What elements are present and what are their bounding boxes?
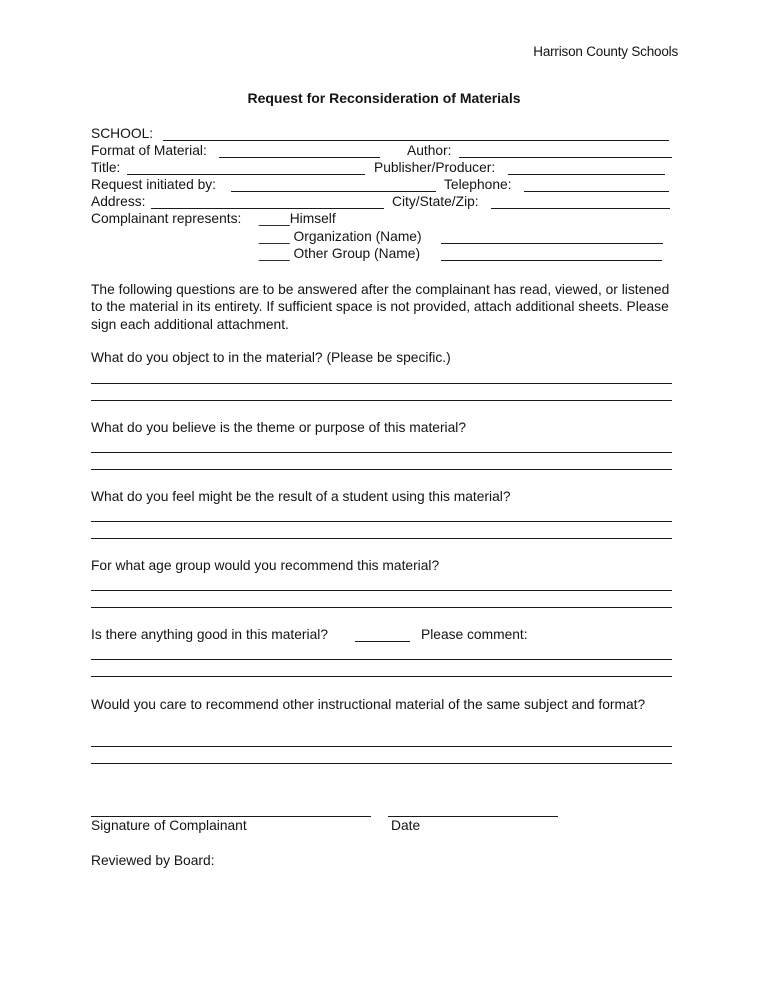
organization-option[interactable]: ____ Organization (Name) <box>259 229 422 244</box>
city-state-zip-field-line[interactable] <box>491 208 670 209</box>
author-field-line[interactable] <box>459 157 672 158</box>
answer-line[interactable] <box>91 383 672 384</box>
answer-line[interactable] <box>91 452 672 453</box>
date-label: Date <box>391 818 421 833</box>
question-result: What do you feel might be the result of a student using this material? <box>91 489 511 504</box>
answer-line[interactable] <box>91 538 672 539</box>
instructions-paragraph: The following questions are to be answered after the complainant has read, viewed, or listened to the material in its entirety. If sufficient space is not provided, attach additional sheets. Please sign each additional attachment. <box>91 282 670 332</box>
title-label: Title: <box>91 160 121 175</box>
city-state-zip-label: City/State/Zip: <box>392 194 479 209</box>
title-field-line[interactable] <box>127 174 365 175</box>
header-organization: Harrison County Schools <box>533 44 678 59</box>
organization-name-line[interactable] <box>441 243 663 244</box>
school-label: SCHOOL: <box>91 126 154 141</box>
please-comment-label: Please comment: <box>421 627 528 642</box>
question-age-group: For what age group would you recommend this material? <box>91 558 440 573</box>
answer-line[interactable] <box>91 400 672 401</box>
answer-line[interactable] <box>91 659 672 660</box>
reviewed-by-board-label: Reviewed by Board: <box>91 853 215 868</box>
date-line[interactable] <box>388 816 558 817</box>
question-recommend-other: Would you care to recommend other instructional material of the same subject and format? <box>91 697 646 712</box>
request-initiated-label: Request initiated by: <box>91 177 217 192</box>
telephone-label: Telephone: <box>444 177 512 192</box>
answer-line[interactable] <box>91 676 672 677</box>
question-object: What do you object to in the material? (Please be specific.) <box>91 350 451 365</box>
publisher-label: Publisher/Producer: <box>374 160 496 175</box>
question-theme: What do you believe is the theme or purpose of this material? <box>91 420 467 435</box>
other-group-option[interactable]: ____ Other Group (Name) <box>259 246 421 261</box>
answer-line[interactable] <box>91 746 672 747</box>
complainant-represents-label: Complainant represents: <box>91 211 242 226</box>
answer-line[interactable] <box>91 469 672 470</box>
address-label: Address: <box>91 194 146 209</box>
telephone-field-line[interactable] <box>524 191 669 192</box>
question-anything-good: Is there anything good in this material? <box>91 627 328 642</box>
answer-line[interactable] <box>91 521 672 522</box>
signature-line[interactable] <box>91 816 371 817</box>
request-initiated-field-line[interactable] <box>231 191 436 192</box>
answer-line[interactable] <box>91 763 672 764</box>
format-field-line[interactable] <box>219 157 380 158</box>
school-field-line[interactable] <box>163 140 669 141</box>
himself-option[interactable]: ____Himself <box>259 211 336 226</box>
publisher-field-line[interactable] <box>508 174 665 175</box>
format-label: Format of Material: <box>91 143 207 158</box>
author-label: Author: <box>407 143 452 158</box>
answer-line[interactable] <box>91 590 672 591</box>
anything-good-answer-line[interactable] <box>355 641 410 642</box>
address-field-line[interactable] <box>151 208 384 209</box>
other-group-name-line[interactable] <box>441 260 662 261</box>
signature-label: Signature of Complainant <box>91 818 247 833</box>
form-title: Request for Reconsideration of Materials <box>247 90 521 106</box>
answer-line[interactable] <box>91 607 672 608</box>
